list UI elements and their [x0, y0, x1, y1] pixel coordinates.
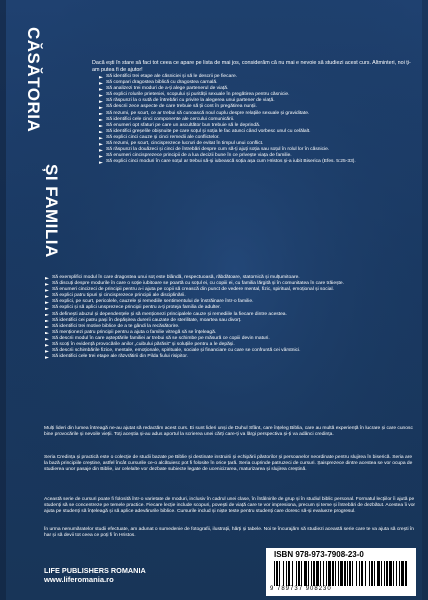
list-item: Să enumeri cincisprezece principii de a lua decizii bune în ce privește viața de familie. — [98, 153, 416, 159]
title-line-1: CĂSĂTORIA — [24, 27, 43, 133]
publisher-name: LIFE PUBLISHERS ROMANIA — [44, 566, 146, 575]
paragraph-authors: Mulți lideri din lumea întreagă ne-au ajutat să redactăm acest curs. Ei sunt lideri unși de Duhul Sfânt, care înțeleg Biblia, care au multă experiență în lucrare și care cunosc bine provocările și nevoile vieții. Toți aceștia și-au adus aportul la scrierea unei cărți care-ți va lărgi perspectiva și-ți va adânci credința. — [44, 426, 413, 438]
list-item: Să descrii zece aspecte de care trebuie să ții cont în pregătirea nunții. — [98, 104, 416, 110]
list-item: Să identifici cele cinci componente ale cercului comunicării. — [98, 117, 416, 123]
list-item: Să identifici cele trei etape ale răzvrătirii din Pilda fiului risipitor. — [44, 354, 416, 360]
list-item: Să menționezi patru principii pentru a ajuta o familie vitregă să se înțeleagă. — [44, 330, 416, 336]
paragraph-closing: În urma nenumăratelor studii efectuate, am adunat o sumedenie de fotografii, ilustrații, hărți și tabele. Noi te încurajăm să studiezi această serie care te va ajuta să crești în har și să devii tot ceea ce poți fi în Hristos. — [44, 527, 414, 539]
list-item: Să enumeri cincizeci de principii pentru a-i ajuta pe copii să crească din punct de vedere mental, fizic, spiritual, emoțional și social. — [44, 287, 416, 293]
list-item: Să descrii modul în care așteptările familiei ar trebui să se schimbe pe măsură ce copiii devin maturi. — [44, 336, 416, 342]
list-item: Să explici patru tipuri și cincisprezece principii ale disciplinării. — [44, 293, 416, 299]
list-item: Să rezumi, pe scurt, cincisprezece lucruri de evitat în timpul unui conflict. — [98, 141, 416, 147]
objectives-list-1 — [98, 74, 416, 165]
paragraph-usage: Această serie de cursuri poate fi folosită într-o varietate de moduri, inclusiv în cadrul unei clase, în întâlnirile de grup și în studiul biblic personal. Formatul lecțiilor îi ajută pe studenți să se concentreze pe temele practice. Fiecare lecție include scopuri, povești de viață care te vor impresiona, precum și teme și întrebări de dezbătut. Acestea îi vor ajuta pe studenți să înțeleagă și să aplice adevărurile biblice. Cursurile includ și niște teste pentru studenți care doresc să-și evalueze progresul. — [44, 497, 416, 515]
title-line-2: ȘI FAMILIA — [42, 164, 61, 258]
list-item: Să explici cinci moduri în care soțul ar trebui să-și iubească soția așa cum Hristos și-a iubit Biserica (Efes. 5:25-33). — [98, 159, 416, 165]
objectives-list-2 — [44, 275, 416, 360]
list-item: Să explici și să aplici unsprezece principii pentru a-ți proteja familia de adulter. — [44, 305, 416, 311]
list-item: Să discuți despre modurile în care o soție iubitoare se poartă cu soțul ei, cu copiii ei, cu familia lărgită și în comunitatea în care trăiește. — [44, 281, 416, 287]
list-item: Să enumeri opt sfaturi pe care un ascultător bun trebuie să le deprindă. — [98, 123, 416, 129]
list-item: Să rezumi, pe scurt, ce ar trebui să cunoască noul cuplu despre relațiile sexuale și graviditate. — [98, 111, 416, 117]
list-item: Să explici cinci cauze și cinci remedii ale conflictelor. — [98, 135, 416, 141]
list-item: Să compari dragostea biblică cu dragostea carnală. — [98, 80, 416, 86]
list-item: Să explici, pe scurt, pericolele, cauzele și remediile sentimentului de înstrăinare într-o familie. — [44, 299, 416, 305]
vertical-title — [8, 24, 61, 274]
list-item: Să identifici trei etape ale căsniciei și să le descrii pe fiecare. — [98, 74, 416, 80]
barcode-digits: 9 789737 908230 — [270, 586, 332, 592]
list-item: Să răspunzi la o sută de întrebări cu privire la alegerea unui partener de viață. — [98, 98, 416, 104]
list-item: Să definești abuzul și dependențele și să menționezi principalele cauze și remediile la fiecare dintre acestea. — [44, 312, 416, 318]
list-item: Să identifici cei patru pași în depășirea durerii cauzate de sterilitate, moartea sau divorț. — [44, 318, 416, 324]
isbn-label: ISBN 978-973-7908-23-0 — [274, 550, 364, 559]
list-item: Să identifici greșelile obișnuite pe care soțul și soția le fac atunci când vorbesc unul cu celălalt. — [98, 129, 416, 135]
barcode-icon — [272, 561, 410, 586]
list-item: Să exemplifici modul în care dragostea unui soț este blândă, respectuoasă, răbdătoare, statornică și mulțumitoare. — [44, 275, 416, 281]
list-item: Să analizezi trei moduri de a-ți alege partenerul de viață. — [98, 86, 416, 92]
list-item: Să scoți în evidență provocările anilor „cuibului părăsit” și soluțiile pentru a le depăși. — [44, 342, 416, 348]
list-item: Să identifici trei motive biblice de a te gândi la recăsătorire. — [44, 324, 416, 330]
list-item: Să răspunzi la douăzeci și cinci de întrebări despre cum să-ți ajuți soția sau soțul în rolul lor în căsnicie. — [98, 147, 416, 153]
list-item: Să explici rolurile prieteniei, scopului și purității sexuale în pregătirea pentru căsnicie. — [98, 92, 416, 98]
paragraph-series: Seria Credința și practică este o colecție de studii bazate pe Biblie și destinate instruirii și echipării păstorilor și persoanelor neordinate pentru slujirea în biserică. Seria are la bază principiile creștine, astfel încât cursurile ce-o alcătuiesc pot fi folosite în orice țară. Seria cuprinde patruzeci de cursuri. Șaisprezece dintre acestea se vor ocupa de studierea unor pasaje din Biblie, iar celelalte vor dezbate subiecte legate de ucenicizarea, maturizarea și slujirea creștină. — [44, 455, 413, 473]
intro-text: Dacă ești în stare să faci tot ceea ce apare pe lista de mai jos, considerăm că nu mai e nevoie să studiezi acest curs. Altminteri, noi ți-am putea fi de ajutor! — [92, 60, 411, 73]
isbn-barcode-box — [266, 548, 416, 596]
publisher-block — [44, 566, 146, 584]
list-item: Să descrii schimbările fizice, mentale, emoționale, spirituale, sociale și financiare cu care se confruntă cei vârstnici. — [44, 348, 416, 354]
publisher-website: www.liferomania.ro — [44, 575, 114, 584]
